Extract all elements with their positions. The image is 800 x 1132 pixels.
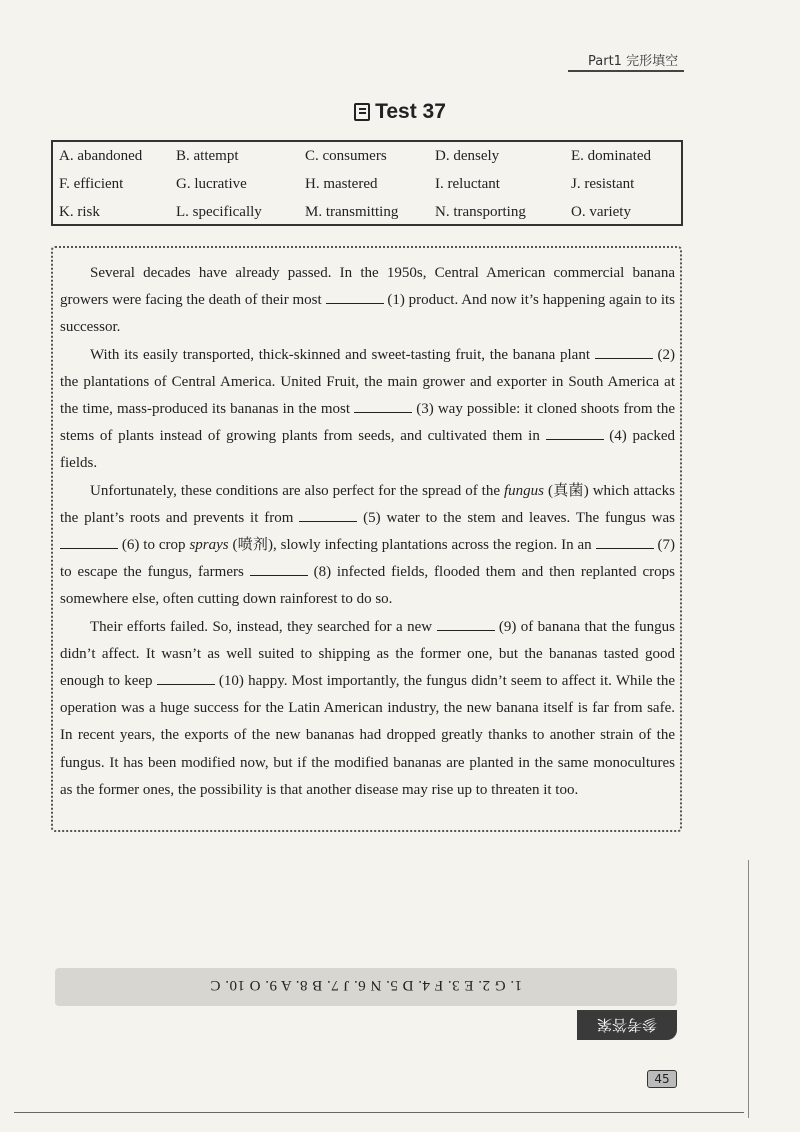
footer-rule [14,1112,744,1113]
passage-box [51,246,682,832]
answer-key-label: 参考答案 [577,1010,677,1040]
blank-6[interactable] [60,534,118,549]
paragraph-4: Their efforts failed. So, instead, they searched for a new (9) of banana that the fungus didn’t affect. It wasn’t as well suited to shipping as the former one, but the bananas tasted good enough to keep (10) happy. Most importantly, the fungus didn’t seem to affect it. While the operation was a huge success for the Latin American industry, the new banana itself is far from safe. In recent years, the exports of the new bananas had dropped greatly thanks to another strain of the fungus. It has been modified now, but if the modified bananas are planted in the same monocultures as the former ones, the possibility is that another disease may rise up to threaten it too. [60,614,675,804]
answer-key-text: 1. G 2. E 3. F 4. D 5. N 6. J 7. B 8. A 9. O 10. C [209,977,523,993]
part-label: Part1 完形填空 [588,54,679,69]
blank-2[interactable] [595,344,653,359]
blank-8[interactable] [250,561,308,576]
blank-5[interactable] [299,507,357,522]
header-rule [568,70,684,72]
word-option: F. efficient [59,176,124,192]
word-option: L. specifically [176,204,262,220]
page-edge-line [748,860,749,1118]
word-option: B. attempt [176,148,239,164]
word-option: D. densely [435,148,500,164]
word-option: O. variety [571,204,631,220]
title-text: Test 37 [375,100,446,123]
blank-10[interactable] [157,670,215,685]
word-bank [51,140,683,226]
page-number: 45 [647,1070,677,1088]
blank-4[interactable] [546,425,604,440]
blank-7[interactable] [596,534,654,549]
word-option: C. consumers [305,148,387,164]
word-option: H. mastered [305,176,378,192]
word-option: A. abandoned [59,148,143,164]
blank-1[interactable] [326,289,384,304]
word-option: J. resistant [571,176,635,192]
word-option: I. reluctant [435,176,500,192]
word-option: M. transmitting [305,204,399,220]
paragraph-1: Several decades have already passed. In the 1950s, Central American commercial banana growers were facing the death of their most (1) product. And now it’s happening again to its successor. [60,265,675,336]
word-option: E. dominated [571,148,651,164]
paragraph-2: With its easily transported, thick-skinned and sweet-tasting fruit, the banana plant (2) the plantations of Central America. United Fruit, the main grower and exporter in South America at the time, mass-produced its bananas in the most (3) way possible: it cloned shoots from the stems of plants instead of growing plants from seeds, and cultivated them in (4) packed fields. [60,342,675,478]
blank-3[interactable] [354,398,412,413]
answer-key-bar [55,968,677,1006]
word-option: K. risk [59,204,100,220]
paragraph-3: Unfortunately, these conditions are also perfect for the spread of the fungus (真菌) which attacks the plant’s roots and prevents it from (5) water to the stem and leaves. The fungus was (6) to crop sprays (喷剂), slowly infecting plantations across the region. In an (7) to escape the fungus, farmers (8) infected fields, flooded them and then replanted crops somewhere else, often cutting down rainforest to do so. [60,482,676,608]
word-option: G. lucrative [176,176,247,192]
document-icon [354,103,370,121]
blank-9[interactable] [437,616,495,631]
word-option: N. transporting [435,204,526,220]
page-title [0,100,800,124]
